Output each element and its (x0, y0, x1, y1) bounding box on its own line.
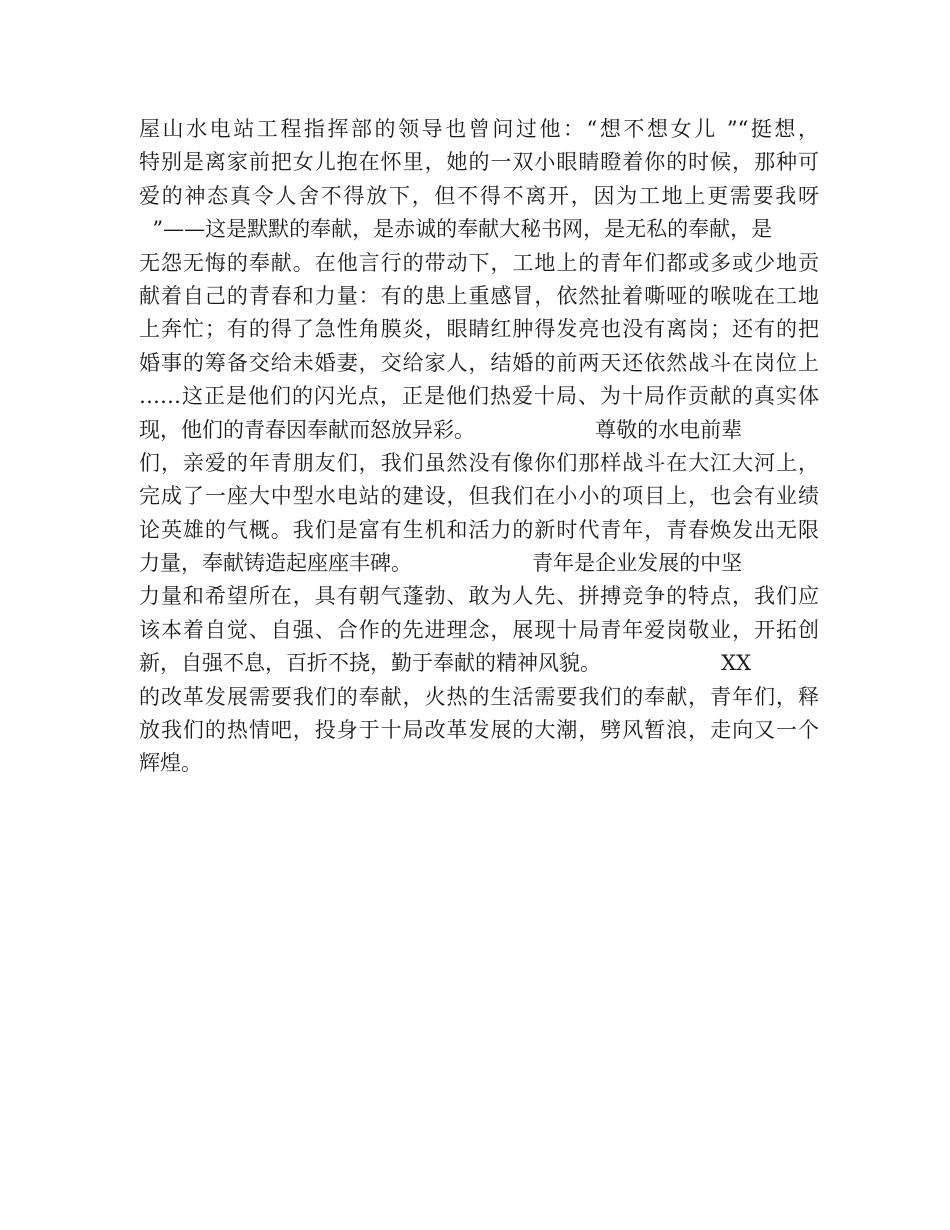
text-line: 上奔忙；有的得了急性角膜炎，眼睛红肿得发亮也没有离岗；还有的把 (139, 317, 819, 342)
text-line: 辉煌。 (139, 751, 202, 776)
text-line: 无怨无悔的奉献。在他言行的带动下，工地上的青年们都或多或少地贡 (139, 250, 819, 275)
text-line: 力量和希望所在，具有朝气蓬勃、敢为人先、拼搏竞争的特点，我们应 (139, 584, 819, 609)
text-line: 放我们的热情吧，投身于十局改革发展的大潮，劈风暂浪，走向又一个 (139, 718, 819, 743)
text-line: 的改革发展需要我们的奉献，火热的生活需要我们的奉献，青年们，释 (139, 684, 819, 709)
text-line: 献着自己的青春和力量：有的患上重感冒，依然扯着嘶哑的喉咙在工地 (139, 283, 819, 308)
text-line: 现，他们的青春因奉献而怒放异彩。 尊敬的水电前辈 (139, 417, 743, 442)
text-line: 特别是离家前把女儿抱在怀里，她的一双小眼睛瞪着你的时候，那种可 (139, 150, 819, 175)
text-line: ”——这是默默的奉献，是赤诚的奉献大秘书网，是无私的奉献，是 (139, 217, 773, 242)
text-line: 们，亲爱的年青朋友们，我们虽然没有像你们那样战斗在大江大河上， (139, 450, 819, 475)
text-line: ……这正是他们的闪光点，正是他们热爱十局、为十局作贡献的真实体 (139, 384, 819, 409)
text-line: 完成了一座大中型水电站的建设，但我们在小小的项目上，也会有业绩 (139, 484, 819, 509)
body-text (139, 113, 819, 781)
text-line: 该本着自觉、自强、合作的先进理念，展现十局青年爱岗敬业，开拓创 (139, 617, 819, 642)
text-line: 力量，奉献铸造起座座丰碑。 青年是企业发展的中坚 (139, 551, 743, 576)
text-line: 爱的神态真令人舍不得放下，但不得不离开，因为工地上更需要我呀 (139, 183, 819, 208)
text-line: 屋山水电站工程指挥部的领导也曾问过他：“想不想女儿 ”“挺想， (139, 117, 819, 141)
text-line: 婚事的筹备交给未婚妻，交给家人，结婚的前两天还依然战斗在岗位上 (139, 350, 819, 375)
text-line: 新，自强不息，百折不挠，勤于奉献的精神风貌。 XX (139, 651, 752, 676)
text-line: 论英雄的气概。我们是富有生机和活力的新时代青年，青春焕发出无限 (139, 517, 819, 542)
